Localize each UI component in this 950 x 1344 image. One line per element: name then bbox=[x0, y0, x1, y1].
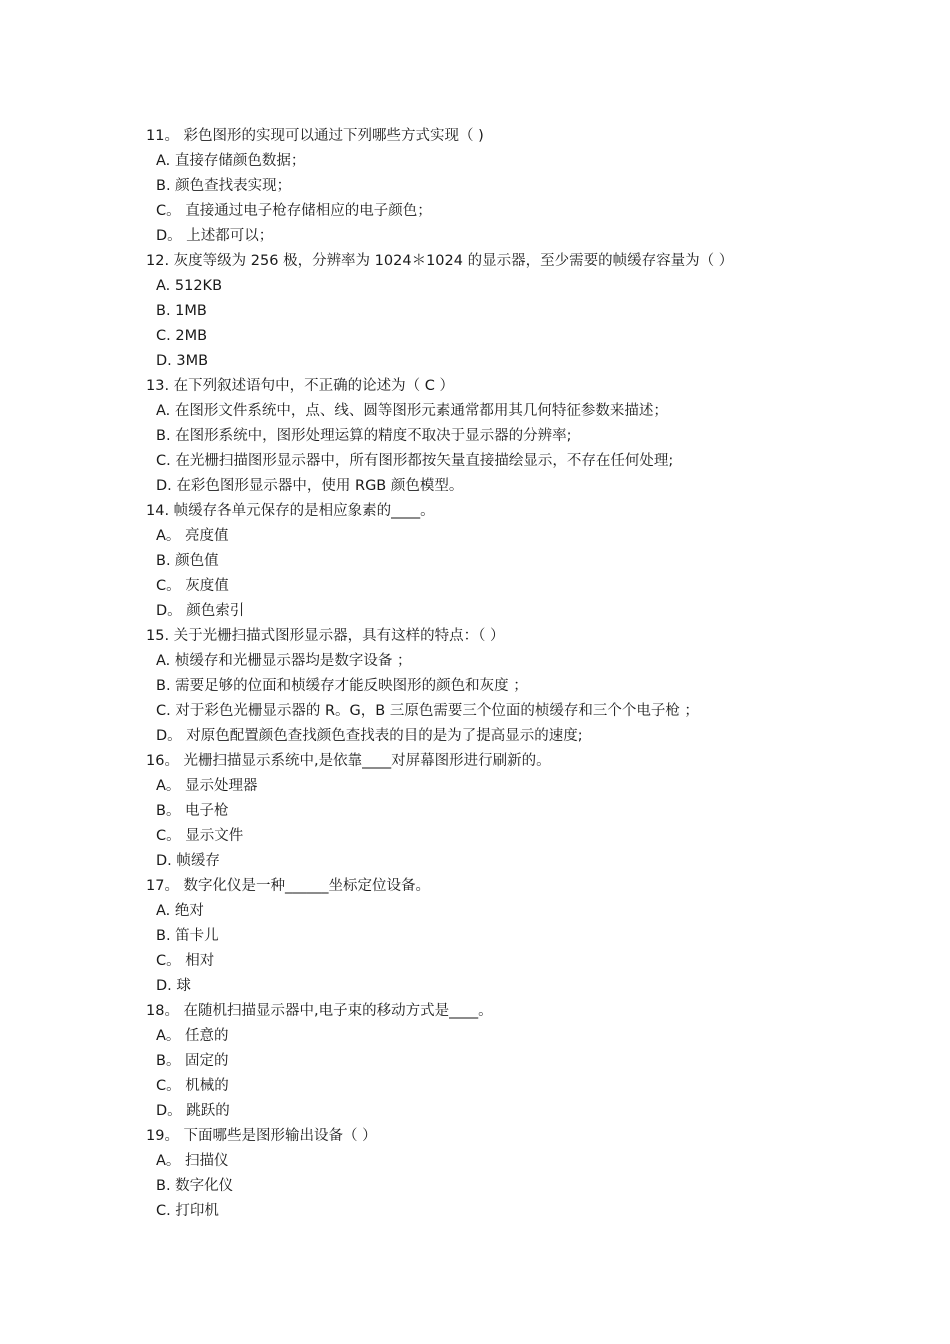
question-15-option-a: A. 桢缓存和光栅显示器均是数字设备 ； bbox=[156, 653, 412, 669]
question-16-stem: 16。 光栅扫描显示系统中,是依靠____对屏幕图形进行刷新的。 bbox=[146, 753, 551, 769]
question-13-option-b: B. 在图形系统中，图形处理运算的精度不取决于显示器的分辨率; bbox=[156, 428, 572, 444]
question-11-option-b: B. 颜色查找表实现； bbox=[156, 178, 292, 194]
question-12-option-b: B. 1MB bbox=[156, 303, 207, 319]
question-15-option-c: C. 对于彩色光栅显示器的 R。G，B 三原色需要三个位面的桢缓存和三个个电子枪 ； bbox=[156, 703, 699, 719]
question-14-option-a: A。 亮度值 bbox=[156, 528, 229, 544]
question-14-stem: 14. 帧缓存各单元保存的是相应象素的____。 bbox=[146, 503, 435, 519]
question-18-option-a: A。 任意的 bbox=[156, 1028, 229, 1044]
question-16-option-d: D. 帧缓存 bbox=[156, 853, 220, 869]
question-11-option-a: A. 直接存储颜色数据； bbox=[156, 153, 306, 169]
question-13-option-a: A. 在图形文件系统中，点、线、圆等图形元素通常都用其几何特征参数来描述； bbox=[156, 403, 668, 419]
question-17-stem: 17。 数字化仪是一种______坐标定位设备。 bbox=[146, 878, 431, 894]
question-14-option-d: D。 颜色索引 bbox=[156, 603, 245, 619]
question-16-option-c: C。 显示文件 bbox=[156, 828, 244, 844]
question-13-option-d: D. 在彩色图形显示器中，使用 RGB 颜色模型。 bbox=[156, 478, 464, 494]
question-19-stem: 19。 下面哪些是图形输出设备（ ） bbox=[146, 1128, 377, 1144]
question-11-stem: 11。 彩色图形的实现可以通过下列哪些方式实现（ ) bbox=[146, 128, 484, 144]
question-list bbox=[146, 124, 846, 1224]
question-17-option-a: A. 绝对 bbox=[156, 903, 204, 919]
question-19-option-c: C. 打印机 bbox=[156, 1203, 219, 1219]
question-15-stem: 15. 关于光栅扫描式图形显示器，具有这样的特点：（ ） bbox=[146, 628, 505, 644]
question-19-option-b: B. 数字化仪 bbox=[156, 1178, 234, 1194]
question-12-stem: 12. 灰度等级为 256 极，分辨率为 1024＊1024 的显示器，至少需要的帧缓存容量为（ ） bbox=[146, 253, 734, 269]
question-16-option-a: A。 显示处理器 bbox=[156, 778, 258, 794]
question-14-option-c: C。 灰度值 bbox=[156, 578, 229, 594]
question-17-option-d: D. 球 bbox=[156, 978, 191, 994]
question-11-option-c: C。 直接通过电子枪存储相应的电子颜色； bbox=[156, 203, 432, 219]
question-13-option-c: C. 在光栅扫描图形显示器中，所有图形都按矢量直接描绘显示，不存在任何处理; bbox=[156, 453, 674, 469]
question-12-option-c: C. 2MB bbox=[156, 328, 208, 344]
question-13-stem: 13. 在下列叙述语句中，不正确的论述为（ C ） bbox=[146, 378, 455, 394]
question-11-option-d: D。 上述都可以； bbox=[156, 228, 274, 244]
question-19-option-a: A。 扫描仪 bbox=[156, 1153, 229, 1169]
question-18-option-c: C。 机械的 bbox=[156, 1078, 229, 1094]
question-16-option-b: B。 电子枪 bbox=[156, 803, 229, 819]
question-17-option-c: C。 相对 bbox=[156, 953, 215, 969]
question-18-option-d: D。 跳跃的 bbox=[156, 1103, 230, 1119]
question-18-stem: 18。 在随机扫描显示器中,电子束的移动方式是____。 bbox=[146, 1003, 493, 1019]
question-18-option-b: B。 固定的 bbox=[156, 1053, 229, 1069]
question-12-option-a: A. 512KB bbox=[156, 278, 223, 294]
question-15-option-b: B. 需要足够的位面和桢缓存才能反映图形的颜色和灰度 ； bbox=[156, 678, 528, 694]
question-15-option-d: D。 对原色配置颜色查找颜色查找表的目的是为了提高显示的速度; bbox=[156, 728, 583, 744]
question-17-option-b: B. 笛卡儿 bbox=[156, 928, 219, 944]
question-14-option-b: B. 颜色值 bbox=[156, 553, 219, 569]
question-12-option-d: D. 3MB bbox=[156, 353, 209, 369]
